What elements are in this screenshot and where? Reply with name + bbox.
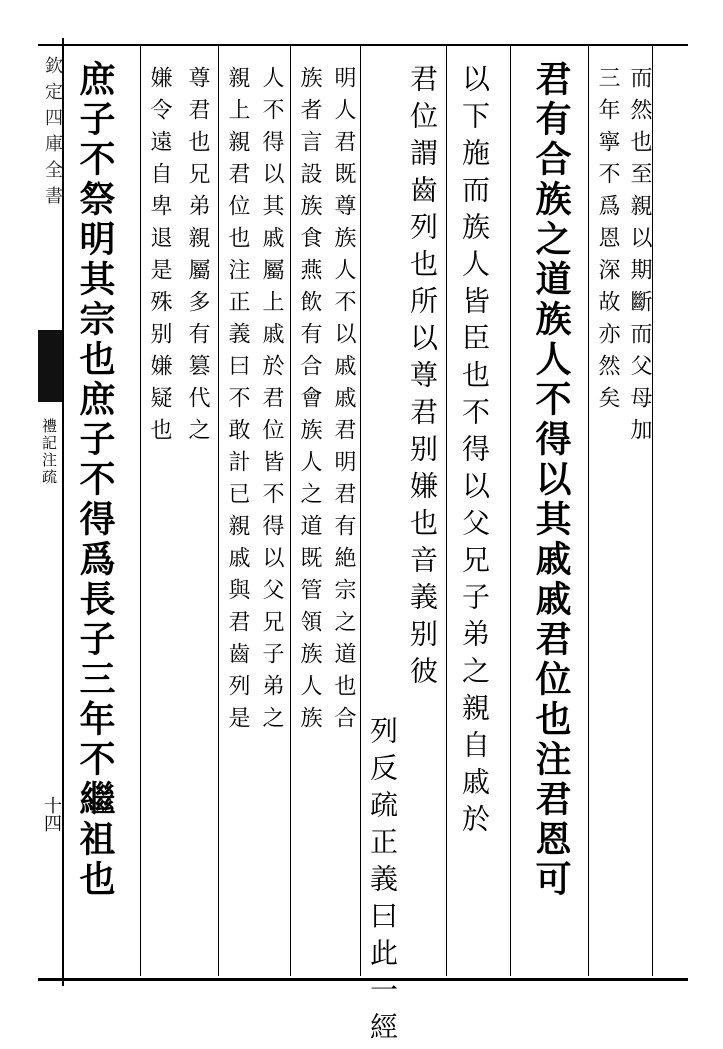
text-column-12: 嫌令遠自卑退是殊别嫌疑也	[147, 66, 172, 450]
column-rule	[360, 46, 361, 976]
text-column-7: 明人君既尊族人不以戚戚君明君有絶宗之道也合	[331, 66, 356, 738]
fish-tail-block	[38, 330, 62, 402]
column-rule	[652, 46, 653, 976]
bottom-border	[38, 978, 688, 981]
text-column-9: 人不得以其戚屬上戚於君位皆不得以父兄子弟之	[259, 66, 284, 738]
text-column-8: 族者言設族食燕飲有合會族人之道既管領族人族	[297, 66, 322, 738]
text-column-1: 而然也至親以期斷而父母加	[627, 66, 652, 450]
page-number: 十四	[41, 796, 62, 832]
column-rule	[588, 46, 589, 976]
column-rule	[446, 46, 447, 976]
text-column-3: 君有合族之道族人不得以其戚戚君位也注君恩可	[530, 60, 572, 900]
top-border	[38, 44, 688, 46]
column-rule	[510, 46, 511, 976]
series-title: 欽定四庫全書	[42, 56, 63, 212]
text-column-5: 君位謂齒列也所以尊君别嫌也音義别彼	[406, 64, 439, 693]
text-column-10: 親上親君位也注正義曰不敢計已親戚與君齒列是	[225, 66, 250, 738]
text-column-13: 庶子不祭明其宗也庶子不得爲長子三年不繼祖也	[74, 60, 116, 900]
book-title: 禮記注疏	[40, 418, 58, 486]
text-column-2: 三年寧不爲恩深故亦然矣	[595, 66, 620, 418]
text-column-11: 尊君也兄弟親屬多有篡代之	[185, 66, 210, 450]
column-rule	[218, 46, 219, 976]
column-rule	[290, 46, 291, 976]
text-column-6: 列反疏正義曰此一經	[366, 716, 399, 1049]
text-column-4: 以下施而族人皆臣也不得以父兄子弟之親自戚於	[458, 64, 491, 841]
column-rule	[140, 46, 141, 976]
